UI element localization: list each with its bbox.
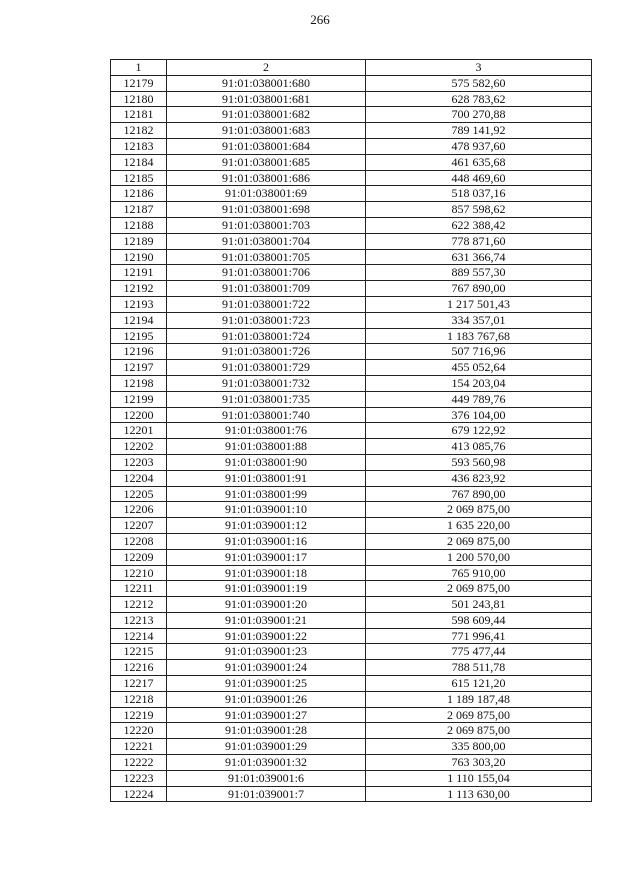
cadastral-number-cell: 91:01:038001:732 [167, 375, 366, 391]
table-row [111, 549, 592, 565]
table-row [111, 91, 592, 107]
table-row [111, 123, 592, 139]
value-cell: 767 890,00 [366, 281, 592, 297]
row-number-cell: 12216 [111, 660, 167, 676]
row-number-cell: 12192 [111, 281, 167, 297]
value-cell: 1 200 570,00 [366, 549, 592, 565]
table-row [111, 233, 592, 249]
registry-table [110, 59, 592, 802]
table-row [111, 470, 592, 486]
value-cell: 154 203,04 [366, 375, 592, 391]
table-row [111, 770, 592, 786]
column-header-2: 2 [167, 60, 366, 76]
value-cell: 771 996,41 [366, 628, 592, 644]
value-cell: 1 217 501,43 [366, 296, 592, 312]
cadastral-number-cell: 91:01:039001:12 [167, 518, 366, 534]
cadastral-number-cell: 91:01:039001:23 [167, 644, 366, 660]
table-row [111, 628, 592, 644]
row-number-cell: 12184 [111, 154, 167, 170]
row-number-cell: 12196 [111, 344, 167, 360]
table-row [111, 597, 592, 613]
table-row [111, 644, 592, 660]
table-row [111, 217, 592, 233]
cadastral-number-cell: 91:01:039001:16 [167, 533, 366, 549]
cadastral-number-cell: 91:01:038001:88 [167, 439, 366, 455]
cadastral-number-cell: 91:01:039001:24 [167, 660, 366, 676]
value-cell: 436 823,92 [366, 470, 592, 486]
row-number-cell: 12211 [111, 581, 167, 597]
table-row [111, 202, 592, 218]
cadastral-number-cell: 91:01:038001:69 [167, 186, 366, 202]
value-cell: 1 110 155,04 [366, 770, 592, 786]
table-row [111, 723, 592, 739]
table-row [111, 170, 592, 186]
value-cell: 507 716,96 [366, 344, 592, 360]
row-number-cell: 12214 [111, 628, 167, 644]
row-number-cell: 12189 [111, 233, 167, 249]
page-number: 266 [310, 12, 330, 27]
cadastral-number-cell: 91:01:038001:726 [167, 344, 366, 360]
table-row [111, 75, 592, 91]
cadastral-number-cell: 91:01:038001:682 [167, 107, 366, 123]
value-cell: 789 141,92 [366, 123, 592, 139]
cadastral-number-cell: 91:01:039001:18 [167, 565, 366, 581]
row-number-cell: 12215 [111, 644, 167, 660]
row-number-cell: 12185 [111, 170, 167, 186]
value-cell: 622 388,42 [366, 217, 592, 233]
row-number-cell: 12181 [111, 107, 167, 123]
table-row [111, 107, 592, 123]
table-row [111, 296, 592, 312]
row-number-cell: 12195 [111, 328, 167, 344]
cadastral-number-cell: 91:01:038001:686 [167, 170, 366, 186]
cadastral-number-cell: 91:01:038001:680 [167, 75, 366, 91]
cadastral-number-cell: 91:01:038001:685 [167, 154, 366, 170]
table-row [111, 138, 592, 154]
value-cell: 857 598,62 [366, 202, 592, 218]
row-number-cell: 12191 [111, 265, 167, 281]
value-cell: 700 270,88 [366, 107, 592, 123]
table-row [111, 755, 592, 771]
table-row [111, 439, 592, 455]
row-number-cell: 12206 [111, 502, 167, 518]
table-body [111, 75, 592, 802]
cadastral-number-cell: 91:01:038001:706 [167, 265, 366, 281]
value-cell: 767 890,00 [366, 486, 592, 502]
row-number-cell: 12207 [111, 518, 167, 534]
row-number-cell: 12212 [111, 597, 167, 613]
value-cell: 775 477,44 [366, 644, 592, 660]
cadastral-number-cell: 91:01:038001:722 [167, 296, 366, 312]
value-cell: 501 243,81 [366, 597, 592, 613]
cadastral-number-cell: 91:01:039001:28 [167, 723, 366, 739]
table-row [111, 186, 592, 202]
value-cell: 376 104,00 [366, 407, 592, 423]
column-header-3: 3 [366, 60, 592, 76]
row-number-cell: 12209 [111, 549, 167, 565]
row-number-cell: 12210 [111, 565, 167, 581]
row-number-cell: 12218 [111, 691, 167, 707]
table-row [111, 407, 592, 423]
table-row [111, 281, 592, 297]
cadastral-number-cell: 91:01:039001:29 [167, 739, 366, 755]
value-cell: 478 937,60 [366, 138, 592, 154]
row-number-cell: 12222 [111, 755, 167, 771]
row-number-cell: 12205 [111, 486, 167, 502]
cadastral-number-cell: 91:01:038001:684 [167, 138, 366, 154]
row-number-cell: 12179 [111, 75, 167, 91]
table-row [111, 533, 592, 549]
table-row [111, 391, 592, 407]
table-row [111, 707, 592, 723]
row-number-cell: 12182 [111, 123, 167, 139]
value-cell: 448 469,60 [366, 170, 592, 186]
table-row [111, 344, 592, 360]
table-row [111, 360, 592, 376]
table-row [111, 691, 592, 707]
cadastral-number-cell: 91:01:039001:19 [167, 581, 366, 597]
value-cell: 1 183 767,68 [366, 328, 592, 344]
value-cell: 2 069 875,00 [366, 533, 592, 549]
row-number-cell: 12223 [111, 770, 167, 786]
table-row [111, 423, 592, 439]
row-number-cell: 12224 [111, 786, 167, 802]
cadastral-number-cell: 91:01:038001:729 [167, 360, 366, 376]
table-row [111, 486, 592, 502]
cadastral-number-cell: 91:01:039001:21 [167, 612, 366, 628]
value-cell: 2 069 875,00 [366, 581, 592, 597]
header-row [111, 60, 592, 76]
table-row [111, 502, 592, 518]
value-cell: 2 069 875,00 [366, 707, 592, 723]
value-cell: 763 303,20 [366, 755, 592, 771]
table-row [111, 612, 592, 628]
value-cell: 455 052,64 [366, 360, 592, 376]
cadastral-number-cell: 91:01:039001:27 [167, 707, 366, 723]
cadastral-number-cell: 91:01:039001:6 [167, 770, 366, 786]
cadastral-number-cell: 91:01:038001:76 [167, 423, 366, 439]
row-number-cell: 12188 [111, 217, 167, 233]
value-cell: 628 783,62 [366, 91, 592, 107]
cadastral-number-cell: 91:01:038001:723 [167, 312, 366, 328]
value-cell: 788 511,78 [366, 660, 592, 676]
cadastral-number-cell: 91:01:038001:90 [167, 454, 366, 470]
row-number-cell: 12193 [111, 296, 167, 312]
row-number-cell: 12221 [111, 739, 167, 755]
value-cell: 449 789,76 [366, 391, 592, 407]
cadastral-number-cell: 91:01:039001:32 [167, 755, 366, 771]
row-number-cell: 12197 [111, 360, 167, 376]
row-number-cell: 12194 [111, 312, 167, 328]
cadastral-number-cell: 91:01:039001:25 [167, 676, 366, 692]
cadastral-number-cell: 91:01:039001:7 [167, 786, 366, 802]
cadastral-number-cell: 91:01:038001:709 [167, 281, 366, 297]
row-number-cell: 12198 [111, 375, 167, 391]
row-number-cell: 12208 [111, 533, 167, 549]
row-number-cell: 12217 [111, 676, 167, 692]
cadastral-number-cell: 91:01:038001:698 [167, 202, 366, 218]
row-number-cell: 12204 [111, 470, 167, 486]
row-number-cell: 12220 [111, 723, 167, 739]
table-row [111, 581, 592, 597]
cadastral-number-cell: 91:01:038001:91 [167, 470, 366, 486]
value-cell: 1 113 630,00 [366, 786, 592, 802]
table-row [111, 375, 592, 391]
table-row [111, 454, 592, 470]
row-number-cell: 12203 [111, 454, 167, 470]
value-cell: 593 560,98 [366, 454, 592, 470]
value-cell: 615 121,20 [366, 676, 592, 692]
table-row [111, 786, 592, 802]
table-row [111, 676, 592, 692]
table-row [111, 739, 592, 755]
value-cell: 679 122,92 [366, 423, 592, 439]
value-cell: 2 069 875,00 [366, 723, 592, 739]
cadastral-number-cell: 91:01:038001:735 [167, 391, 366, 407]
value-cell: 413 085,76 [366, 439, 592, 455]
row-number-cell: 12180 [111, 91, 167, 107]
value-cell: 631 366,74 [366, 249, 592, 265]
cadastral-number-cell: 91:01:039001:10 [167, 502, 366, 518]
table-row [111, 249, 592, 265]
table-row [111, 312, 592, 328]
table-row [111, 328, 592, 344]
cadastral-number-cell: 91:01:038001:704 [167, 233, 366, 249]
row-number-cell: 12213 [111, 612, 167, 628]
table-header [111, 60, 592, 76]
value-cell: 778 871,60 [366, 233, 592, 249]
cadastral-number-cell: 91:01:038001:681 [167, 91, 366, 107]
table-row [111, 565, 592, 581]
row-number-cell: 12200 [111, 407, 167, 423]
cadastral-number-cell: 91:01:038001:703 [167, 217, 366, 233]
cadastral-number-cell: 91:01:039001:17 [167, 549, 366, 565]
cadastral-number-cell: 91:01:038001:724 [167, 328, 366, 344]
value-cell: 518 037,16 [366, 186, 592, 202]
table-row [111, 265, 592, 281]
value-cell: 461 635,68 [366, 154, 592, 170]
value-cell: 1 635 220,00 [366, 518, 592, 534]
row-number-cell: 12199 [111, 391, 167, 407]
row-number-cell: 12201 [111, 423, 167, 439]
row-number-cell: 12202 [111, 439, 167, 455]
row-number-cell: 12190 [111, 249, 167, 265]
cadastral-number-cell: 91:01:038001:99 [167, 486, 366, 502]
value-cell: 335 800,00 [366, 739, 592, 755]
value-cell: 334 357,01 [366, 312, 592, 328]
row-number-cell: 12187 [111, 202, 167, 218]
row-number-cell: 12183 [111, 138, 167, 154]
row-number-cell: 12219 [111, 707, 167, 723]
value-cell: 1 189 187,48 [366, 691, 592, 707]
table-row [111, 660, 592, 676]
cadastral-number-cell: 91:01:039001:22 [167, 628, 366, 644]
value-cell: 575 582,60 [366, 75, 592, 91]
cadastral-number-cell: 91:01:038001:683 [167, 123, 366, 139]
value-cell: 889 557,30 [366, 265, 592, 281]
value-cell: 765 910,00 [366, 565, 592, 581]
value-cell: 2 069 875,00 [366, 502, 592, 518]
cadastral-number-cell: 91:01:038001:705 [167, 249, 366, 265]
table-row [111, 154, 592, 170]
row-number-cell: 12186 [111, 186, 167, 202]
cadastral-number-cell: 91:01:039001:20 [167, 597, 366, 613]
column-header-1: 1 [111, 60, 167, 76]
cadastral-number-cell: 91:01:038001:740 [167, 407, 366, 423]
table-row [111, 518, 592, 534]
cadastral-number-cell: 91:01:039001:26 [167, 691, 366, 707]
value-cell: 598 609,44 [366, 612, 592, 628]
